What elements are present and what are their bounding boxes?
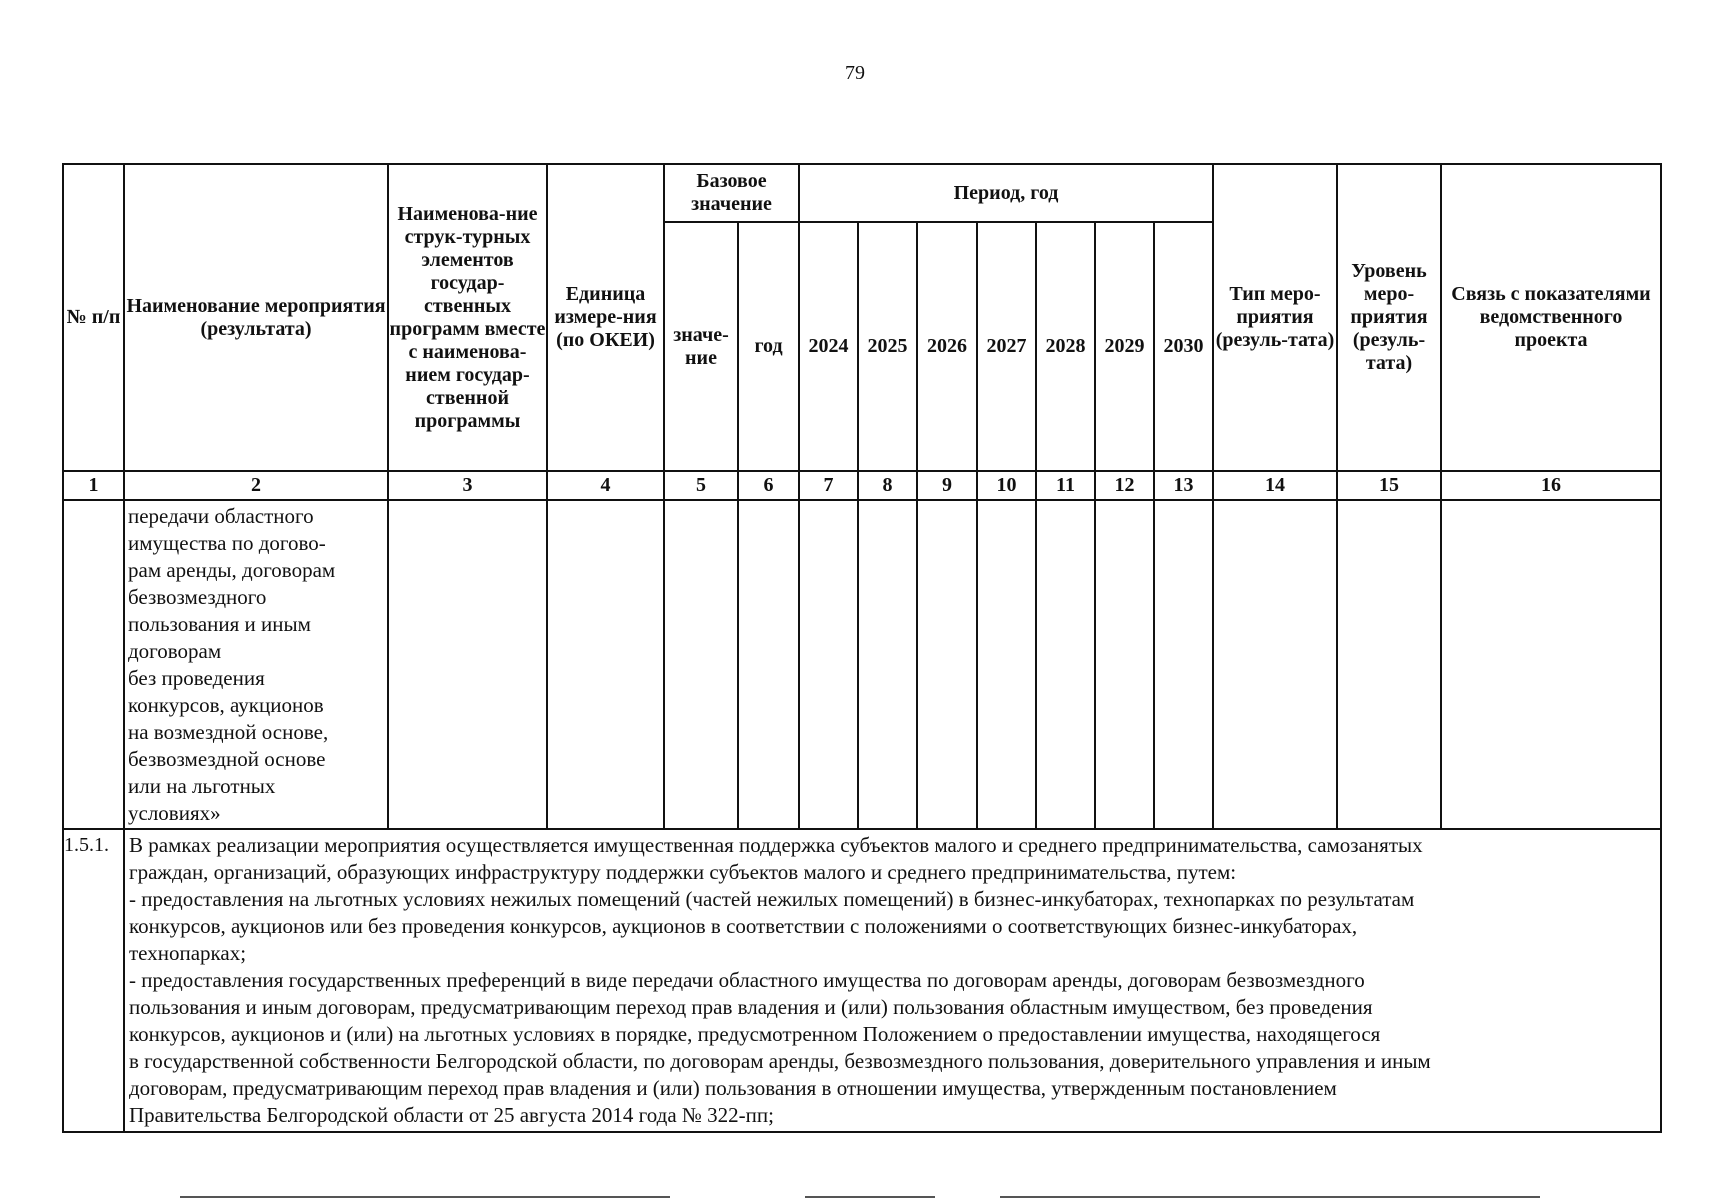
header-year-2024: 2024 <box>799 222 858 471</box>
table-cell <box>1441 500 1661 829</box>
activity-name-line: безвозмездного <box>128 585 267 609</box>
column-number: 9 <box>917 471 977 500</box>
header-structural-elements: Наименова-ние струк-турных элементов государ-ственных программ вместе с наименова-нием государ-ственной программы <box>388 164 547 471</box>
header-unit: Единица измере-ния (по ОКЕИ) <box>547 164 664 471</box>
description-line: конкурсов, аукционов или без проведения конкурсов, аукционов в соответствии с положениями о соответствующих бизнес-инкубаторах, <box>129 914 1358 938</box>
description-line: В рамках реализации мероприятия осуществляется имущественная поддержка субъектов малого и среднего предпринимательства, самозанятых <box>129 833 1423 857</box>
activity-name-line: пользования и иным <box>128 612 311 636</box>
header-activity-level: Уровень меро-приятия (резуль-тата) <box>1337 164 1441 471</box>
table-cell <box>858 500 917 829</box>
header-year-2028: 2028 <box>1036 222 1095 471</box>
column-number: 12 <box>1095 471 1154 500</box>
footer-rule <box>805 1196 935 1198</box>
column-number: 7 <box>799 471 858 500</box>
column-number: 10 <box>977 471 1036 500</box>
header-base-value: Базовое значение <box>664 164 799 222</box>
column-number: 1 <box>63 471 124 500</box>
table-cell <box>388 500 547 829</box>
description-line: Правительства Белгородской области от 25 августа 2014 года № 322-пп; <box>129 1103 774 1127</box>
column-number: 13 <box>1154 471 1213 500</box>
footer-rule <box>1000 1196 1540 1198</box>
column-number: 8 <box>858 471 917 500</box>
table-cell <box>1213 500 1337 829</box>
table-cell <box>63 500 124 829</box>
table-row <box>63 500 1661 829</box>
table-cell <box>664 500 738 829</box>
table-cell <box>547 500 664 829</box>
activity-name-line: или на льготных <box>128 774 276 798</box>
footer-rule <box>180 1196 670 1198</box>
column-number: 6 <box>738 471 799 500</box>
header-base-value-value: значе-ние <box>664 222 738 471</box>
table-cell <box>977 500 1036 829</box>
header-year-2030: 2030 <box>1154 222 1213 471</box>
header-period: Период, год <box>799 164 1213 222</box>
description-line: в государственной собственности Белгородской области, по договорам аренды, безвозмездного пользования, доверительного управления и иным <box>129 1049 1431 1073</box>
table-row <box>63 829 1661 1132</box>
activity-name-line: рам аренды, договорам <box>128 558 336 582</box>
table-cell <box>1095 500 1154 829</box>
description-cell <box>124 829 1661 1132</box>
column-number: 4 <box>547 471 664 500</box>
header-activity-name: Наименование мероприятия (результата) <box>124 164 388 471</box>
program-activities-table <box>62 163 1662 1133</box>
table-cell <box>1154 500 1213 829</box>
footer-rules <box>0 1196 1710 1198</box>
column-number: 11 <box>1036 471 1095 500</box>
header-activity-type: Тип меро-приятия (резуль-тата) <box>1213 164 1337 471</box>
table-cell <box>917 500 977 829</box>
activity-name-line: договорам <box>128 639 222 663</box>
table-cell <box>738 500 799 829</box>
column-number: 2 <box>124 471 388 500</box>
column-number: 14 <box>1213 471 1337 500</box>
description-line: договорам, предусматривающим переход прав владения и (или) пользования в отношении имущества, утвержденным постановлением <box>129 1076 1337 1100</box>
description-line: - предоставления государственных преференций в виде передачи областного имущества по договорам аренды, договорам безвозмездного <box>129 968 1365 992</box>
activity-name-line: конкурсов, аукционов <box>128 693 324 717</box>
column-number: 16 <box>1441 471 1661 500</box>
activity-name-line: безвозмездной основе <box>128 747 326 771</box>
description-line: пользования и иным договорам, предусматривающим переход прав владения и (или) пользования областным имуществом, без проведения <box>129 995 1373 1019</box>
activity-name-cell <box>124 500 388 829</box>
description-line: технопарках; <box>129 941 247 965</box>
activity-name-line: условиях» <box>128 801 221 825</box>
description-line: граждан, организаций, образующих инфраструктуру поддержки субъектов малого и среднего предпринимательства, путем: <box>129 860 1237 884</box>
table-cell <box>799 500 858 829</box>
header-year-2025: 2025 <box>858 222 917 471</box>
table-cell <box>1036 500 1095 829</box>
row-index: 1.5.1. <box>63 829 124 1132</box>
column-number: 5 <box>664 471 738 500</box>
table-cell <box>1337 500 1441 829</box>
header-project-link: Связь с показателями ведомственного проекта <box>1441 164 1661 471</box>
activity-name-line: на возмездной основе, <box>128 720 329 744</box>
header-no: № п/п <box>63 164 124 471</box>
page-number: 79 <box>845 62 865 84</box>
header-year-2026: 2026 <box>917 222 977 471</box>
activity-name-line: имущества по догово- <box>128 531 326 555</box>
description-line: - предоставления на льготных условиях нежилых помещений (частей нежилых помещений) в бизнес-инкубаторах, технопарках по результатам <box>129 887 1415 911</box>
header-year-2027: 2027 <box>977 222 1036 471</box>
description-line: конкурсов, аукционов и (или) на льготных условиях в порядке, предусмотренном Положением о предоставлении имущества, находящегося <box>129 1022 1381 1046</box>
column-number-row <box>63 471 1661 500</box>
activity-name-line: передачи областного <box>128 504 314 528</box>
column-number: 3 <box>388 471 547 500</box>
header-base-value-year: год <box>738 222 799 471</box>
header-year-2029: 2029 <box>1095 222 1154 471</box>
activity-name-line: без проведения <box>128 666 265 690</box>
column-number: 15 <box>1337 471 1441 500</box>
